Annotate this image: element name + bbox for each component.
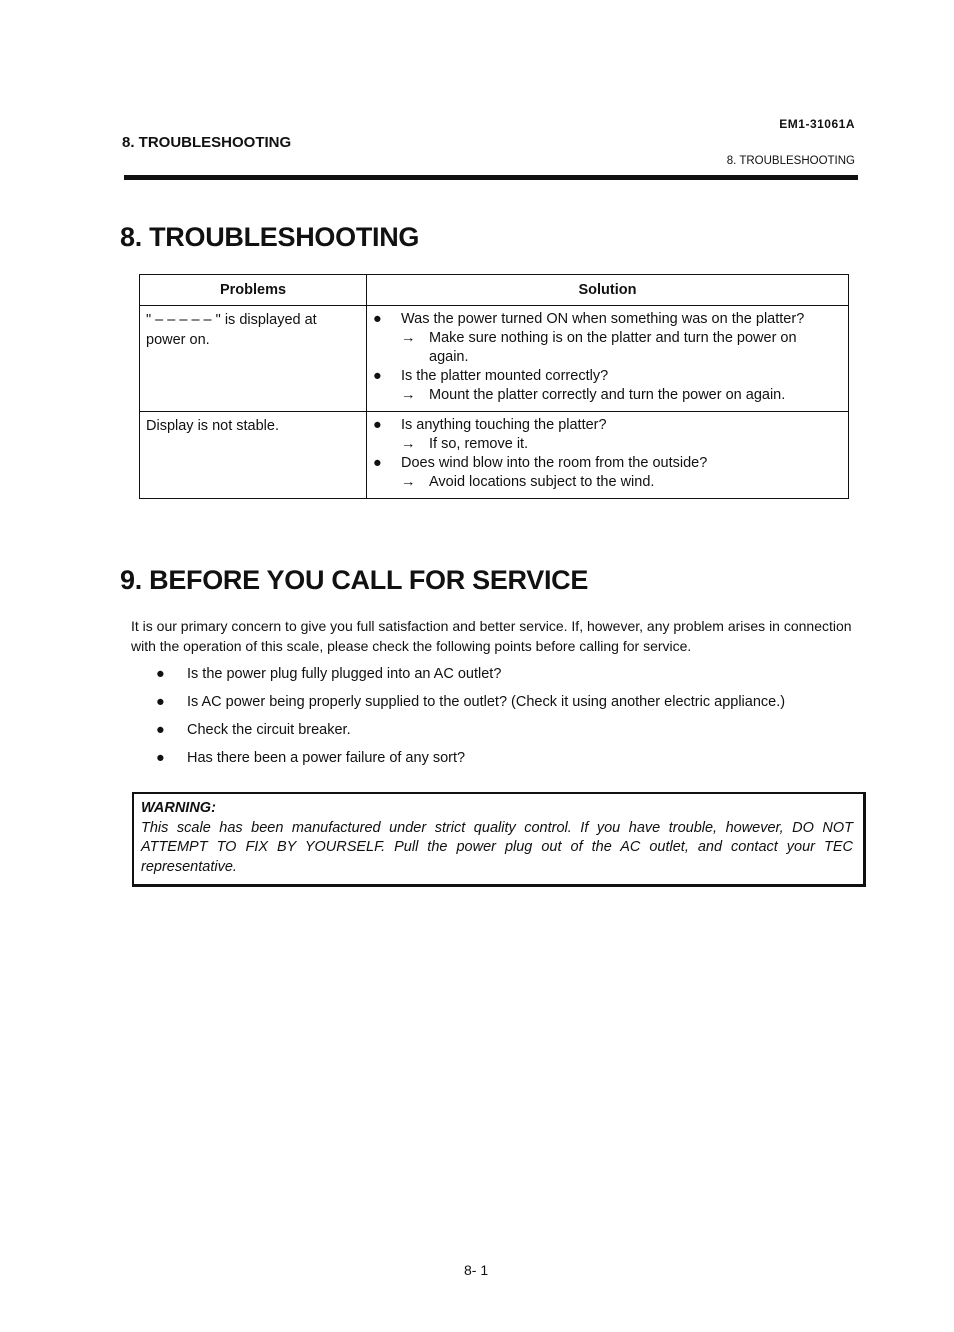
solution-item [373,416,840,454]
solution-item [373,310,840,367]
solution-question: Does wind blow into the room from the outside? [401,455,708,471]
solution-item [373,454,840,492]
bullet-icon: ● [156,694,165,710]
solution-cell [367,306,849,412]
solution-item [373,367,840,405]
bullet-icon: ● [373,455,382,471]
section-8-title: 8. TROUBLESHOOTING [120,222,420,252]
solution-fix: If so, remove it. [429,436,529,452]
bullet-icon: ● [156,750,165,766]
document-code: EM1-31061A [779,117,855,131]
column-header-problems: Problems [140,275,367,306]
solution-question: Is anything touching the platter? [401,417,607,433]
service-checklist [156,664,785,776]
list-item [156,692,785,720]
bullet-icon: ● [156,666,165,682]
troubleshooting-table [139,274,849,499]
header-rule [124,175,858,180]
bullet-icon: ● [373,417,382,433]
arrow-right-icon: → [401,387,416,403]
header-section-right: 8. TROUBLESHOOTING [726,155,855,167]
checklist-text: Is AC power being properly supplied to the outlet? (Check it using another electric appliance.) [187,694,786,710]
bullet-icon: ● [373,311,382,327]
problem-cell: Display is not stable. [140,412,367,499]
section-9-title: 9. BEFORE YOU CALL FOR SERVICE [120,565,589,595]
table-row [140,306,849,412]
warning-text: This scale has been manufactured under strict quality control. If you have trouble, however, DO NOT ATTEMPT TO FIX BY YOURSELF. Pull the power plug out of the AC outlet, and contact your TEC representative. [141,819,853,875]
arrow-right-icon: → [401,474,416,490]
arrow-right-icon: → [401,330,416,346]
checklist-text: Is the power plug fully plugged into an AC outlet? [187,666,502,682]
checklist-text: Has there been a power failure of any sort? [187,750,466,766]
intro-paragraph: It is our primary concern to give you full satisfaction and better service. If, however, any problem arises in connection with the operation of this scale, please check the following points before calling for service. [131,618,852,654]
warning-label: WARNING: [141,800,216,816]
header-section-left: 8. TROUBLESHOOTING [122,134,292,151]
solution-cell [367,412,849,499]
solution-fix: Avoid locations subject to the wind. [429,474,655,490]
table-row [140,412,849,499]
checklist-text: Check the circuit breaker. [187,722,351,738]
solution-fix: Make sure nothing is on the platter and turn the power on again. [429,330,797,365]
problem-cell: " – – – – – " is displayed at power on. [140,306,367,412]
list-item [156,748,785,776]
arrow-right-icon: → [401,436,416,452]
solution-question: Is the platter mounted correctly? [401,368,609,384]
bullet-icon: ● [373,368,382,384]
solution-question: Was the power turned ON when something was on the platter? [401,311,805,327]
page-number: 8- 1 [464,1262,489,1278]
list-item [156,720,785,748]
column-header-solution: Solution [367,275,849,306]
bullet-icon: ● [156,722,165,738]
solution-fix: Mount the platter correctly and turn the power on again. [429,387,786,403]
warning-box [132,792,866,887]
list-item [156,664,785,692]
